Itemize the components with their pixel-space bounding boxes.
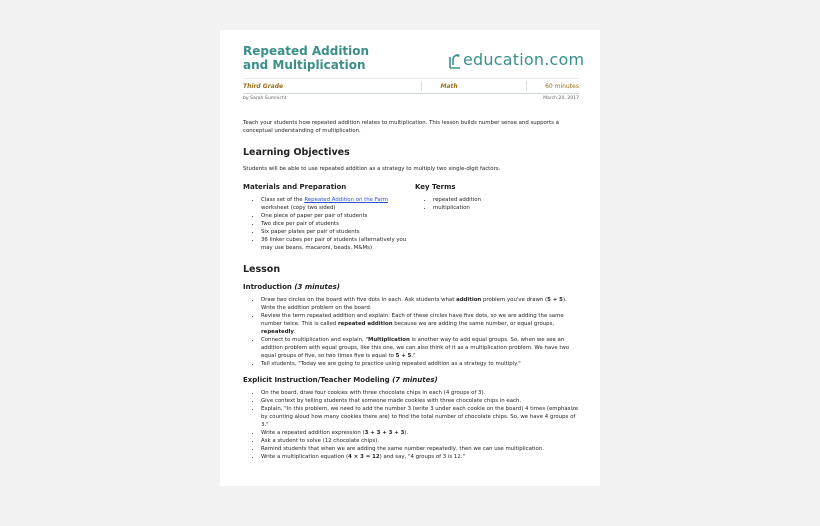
materials-keyterms-section: [243, 183, 579, 252]
logo-text: education.com: [463, 50, 585, 69]
bold-text: Multiplication: [367, 337, 410, 343]
text-span: Write a repeated addition expression (: [261, 430, 365, 436]
list-item: • Six paper plates per pair of students: [261, 228, 415, 236]
bold-text: 5 + 5: [547, 297, 563, 303]
education-logo[interactable]: [448, 50, 584, 69]
author-label: by Sarah Sumnicht: [243, 96, 287, 101]
bold-text: 4 × 3 = 12: [348, 454, 380, 460]
grade-label: Third Grade: [243, 82, 284, 90]
text-span: problem you've drawn (: [481, 297, 548, 303]
lesson-author-row: [243, 96, 579, 101]
materials-list: [243, 196, 415, 252]
text-span: ) and say, "4 groups of 3 is 12.": [379, 454, 465, 460]
duration-label: 60 minutes: [545, 82, 579, 90]
text-span: .": [411, 353, 416, 359]
text-span: because we are adding the same number, or equal groups,: [392, 321, 555, 327]
divider: [421, 81, 422, 91]
text-span: is another way to add equal groups. So, when we see an addition problem with equal groups, like this one, we can also think of it as a multiplication problem. We have two equal groups of five, so two times five is equal to: [261, 337, 570, 359]
list-item: [261, 196, 415, 212]
text-span: ).: [404, 430, 409, 436]
list-item: [261, 336, 579, 360]
section-duration: (3 minutes): [294, 283, 340, 291]
list-item: • Ask a student to solve (12 chocolate chips).: [261, 437, 579, 445]
introduction-list: [243, 296, 579, 368]
date-label: March 20, 2017: [543, 96, 579, 101]
subject-label: Math: [440, 82, 458, 90]
section-duration: (7 minutes): [392, 376, 438, 384]
text-span: .: [293, 329, 296, 335]
list-item: [261, 296, 579, 312]
key-terms-column: [415, 183, 575, 252]
lesson-plan-page: [220, 30, 600, 486]
text-span: worksheet (copy two sided): [261, 205, 336, 211]
list-item: [261, 453, 579, 461]
list-item: • 36 linker cubes per pair of students (alternatively you may use beans, macaroni, beads, M&Ms): [261, 236, 415, 252]
objectives-heading: Learning Objectives: [243, 147, 350, 158]
explicit-instruction-list: [243, 389, 579, 461]
list-item: • Give context by telling students that someone made cookies with three chocolate chips in each.: [261, 397, 579, 405]
intro-paragraph: Teach your students how repeated addition relates to multiplication. This lesson builds number sense and supports a conceptual understanding of multiplication.: [243, 120, 559, 134]
introduction-heading: [243, 283, 579, 292]
text-span: Class set of the: [261, 197, 305, 203]
list-item: • Explain, "In this problem, we need to add the number 3 (write 3 under each cookie on the board) 4 times (emphasize by counting aloud how many cookies there are) to find the total number of chocolate chips. So, we have 4 groups of 3.": [261, 405, 579, 429]
key-terms-heading: Key Terms: [415, 183, 456, 191]
materials-column: [243, 183, 415, 252]
divider: [526, 81, 527, 91]
list-item: • repeated addition: [433, 196, 575, 204]
explicit-instruction-heading: [243, 376, 579, 385]
key-terms-list: [415, 196, 575, 212]
lesson-heading: Lesson: [243, 264, 281, 275]
list-item: • Tell students, "Today we are going to practice using repeated addition as a strategy to multiply.": [261, 360, 579, 368]
education-logo-icon: [448, 53, 462, 69]
list-item: • One piece of paper per pair of students: [261, 212, 415, 220]
bold-text: repeated addition: [337, 321, 393, 327]
bold-text: repeatedly: [261, 329, 294, 335]
bold-text: addition: [456, 297, 482, 303]
lesson-content: [243, 119, 579, 461]
section-title: Explicit Instruction/Teacher Modeling: [243, 376, 390, 384]
bold-text: 3 + 3 + 3 + 3: [364, 430, 405, 436]
section-title: Introduction: [243, 283, 292, 291]
worksheet-link[interactable]: Repeated Addition on the Farm: [304, 197, 388, 203]
text-span: Review the term repeated addition and explain: Each of these circles have five dots, so we are adding the same number twice. This is called: [261, 313, 564, 327]
bold-text: 5 + 5: [395, 353, 412, 359]
list-item: [261, 312, 579, 336]
lesson-meta-row: [243, 78, 579, 94]
list-item: • Remind students that when we are adding the same number repeatedly, then we can use multiplication.: [261, 445, 579, 453]
text-span: Write a multiplication equation (: [261, 454, 349, 460]
document-header: [243, 44, 585, 72]
page-title: Repeated Addition and Multiplication: [243, 44, 370, 72]
materials-heading: Materials and Preparation: [243, 183, 347, 191]
list-item: • On the board, draw four cookies with three chocolate chips in each (4 groups of 3).: [261, 389, 579, 397]
text-span: Draw two circles on the board with five dots in each. Ask students what: [261, 297, 457, 303]
list-item: • Two dice per pair of students: [261, 220, 415, 228]
text-span: ). Write the addition problem on the board.: [261, 297, 567, 311]
list-item: • multiplication: [433, 204, 575, 212]
list-item: [261, 429, 579, 437]
text-span: Connect to multiplication and explain, ": [261, 337, 368, 343]
objectives-text: Students will be able to use repeated addition as a strategy to multiply two single-digit factors.: [243, 166, 501, 172]
